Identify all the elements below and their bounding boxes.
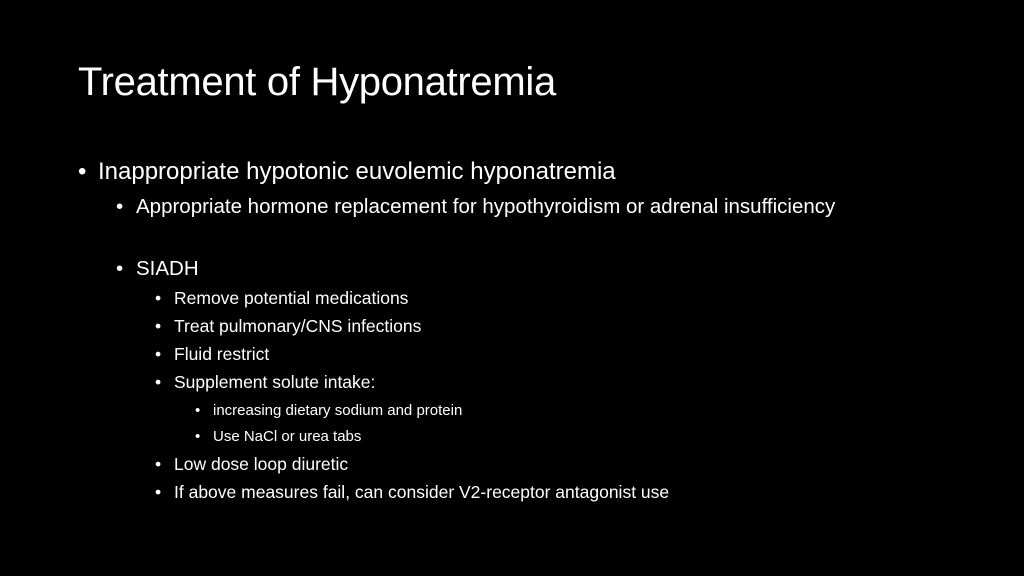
bullet-dot: • <box>155 288 162 308</box>
bullet-text: Inappropriate hypotonic euvolemic hyponatremia <box>98 158 616 185</box>
bullet-dot: • <box>195 428 201 445</box>
bullet-text: Low dose loop diuretic <box>174 454 349 474</box>
bullet-dot: • <box>155 454 162 474</box>
bullet-dot: • <box>116 195 124 218</box>
bullet-text: If above measures fail, can consider V2-receptor antagonist use <box>174 482 670 502</box>
bullet-dot: • <box>155 316 162 336</box>
bullet-text: Supplement solute intake: <box>174 372 376 392</box>
bullet-dot: • <box>116 257 124 280</box>
bullet-text: Appropriate hormone replacement for hypothyroidism or adrenal insufficiency <box>136 195 836 218</box>
bullet-dot: • <box>155 372 162 392</box>
slide-title: Treatment of Hyponatremia <box>78 60 556 104</box>
bullet-text: increasing dietary sodium and protein <box>213 402 463 419</box>
bullet-text: SIADH <box>136 257 199 280</box>
bullet-dot: • <box>155 344 162 364</box>
bullet-text: Treat pulmonary/CNS infections <box>174 316 422 336</box>
bullet-dot: • <box>195 402 201 419</box>
bullet-text: Fluid restrict <box>174 344 270 364</box>
bullet-dot: • <box>78 158 87 185</box>
bullet-text: Use NaCl or urea tabs <box>213 428 362 445</box>
bullet-text: Remove potential medications <box>174 288 409 308</box>
bullet-dot: • <box>155 482 162 502</box>
